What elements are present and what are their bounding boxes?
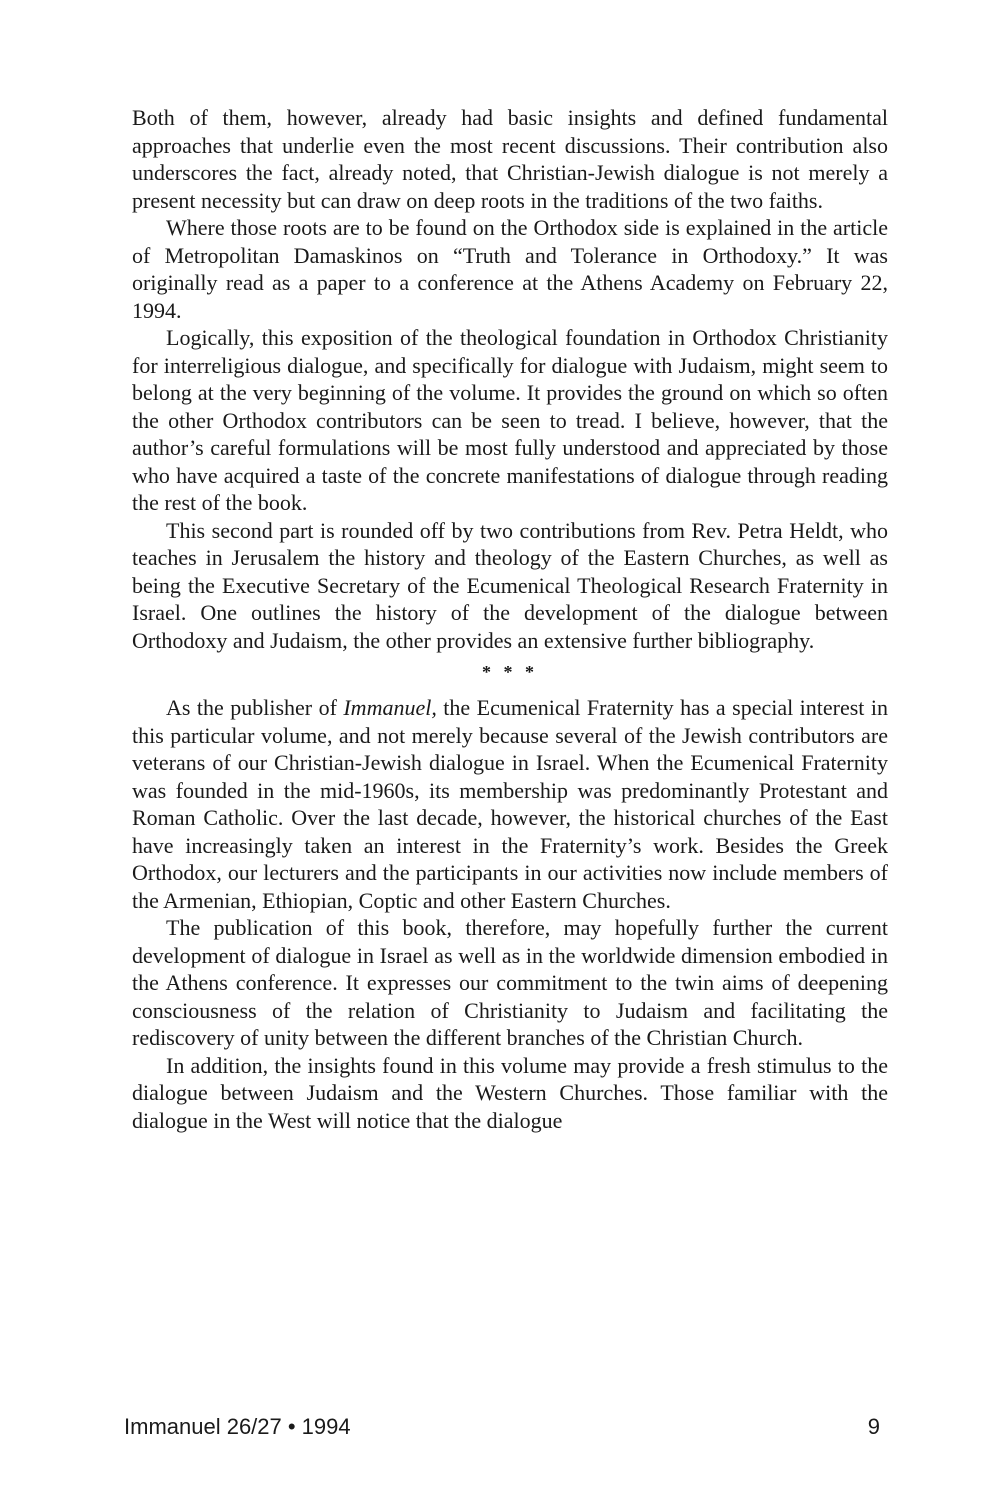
- page-body: [132, 104, 888, 1134]
- journal-citation: Immanuel 26/27 • 1994: [124, 1414, 351, 1439]
- page-number: 9: [867, 1414, 880, 1439]
- page-footer: [124, 1414, 880, 1440]
- paragraph-2: Where those roots are to be found on the Orthodox side is explained in the article of Metropolitan Damaskinos on “Truth and Tolerance in Orthodoxy.” It was originally read as a paper to a conference at the Athens Academy on February 22, 1994.: [132, 215, 888, 323]
- paragraph-publisher-start: As the publisher of: [166, 695, 344, 720]
- paragraph-4: This second part is rounded off by two contributions from Rev. Petra Heldt, who teaches in Jerusalem the history and theology of the Eastern Churches, as well as being the Executive Secretary of the Ecumenical Theological Research Fraternity in Israel. One outlines the history of the development of the dialogue between Orthodoxy and Judaism, the other provides an extensive further bibliography.: [132, 517, 888, 653]
- paragraph-publisher: [132, 694, 888, 914]
- paragraph-publisher-rest: the Ecumenical Fraternity has a special interest in this particular volume, and not merely because several of the Jewish contributors are veterans of our Christian-Jewish dialogue in Israel. When the Ecumenical Fraternity was founded in the mid-1960s, its membership was predominantly Protestant and Roman Catholic. Over the last decade, however, the historical churches of the East have increasingly taken an interest in the Fraternity’s work. Besides the Greek Orthodox, our lecturers and the participants in our activities now include members of the Armenian, Ethiopian, Coptic and other Eastern Churches.: [132, 695, 888, 913]
- paragraph-6: The publication of this book, therefore, may hopefully further the current development of dialogue in Israel as well as in the worldwide dimension embodied in the Athens conference. It expresses our commitment to the twin aims of deepening consciousness of the relation of Christianity to Judaism and facilitating the rediscovery of unity between the different branches of the Christian Church.: [132, 915, 888, 1050]
- section-break: * * *: [482, 662, 538, 682]
- paragraph-7: In addition, the insights found in this volume may provide a fresh stimulus to the dialogue between Judaism and the Western Churches. Those familiar with the dialogue in the West will notice that the dialogue: [132, 1052, 888, 1133]
- journal-title-italic: Immanuel,: [343, 695, 437, 720]
- paragraph-3: Logically, this exposition of the theological foundation in Orthodox Christianity for interreligious dialogue, and specifically for dialogue with Judaism, might seem to belong at the very beginning of the volume. It provides the ground on which so often the other Orthodox contributors can be seen to tread. I believe, however, that the author’s careful formulations will be most fully understood and appreciated by those who have acquired a taste of the concrete manifestations of dialogue through reading the rest of the book.: [132, 325, 888, 515]
- paragraph-1: Both of them, however, already had basic insights and defined fundamental approaches that underlie even the most recent discussions. Their contribution also underscores the fact, already noted, that Christian-Jewish dialogue is not merely a present necessity but can draw on deep roots in the traditions of the two faiths.: [132, 105, 888, 213]
